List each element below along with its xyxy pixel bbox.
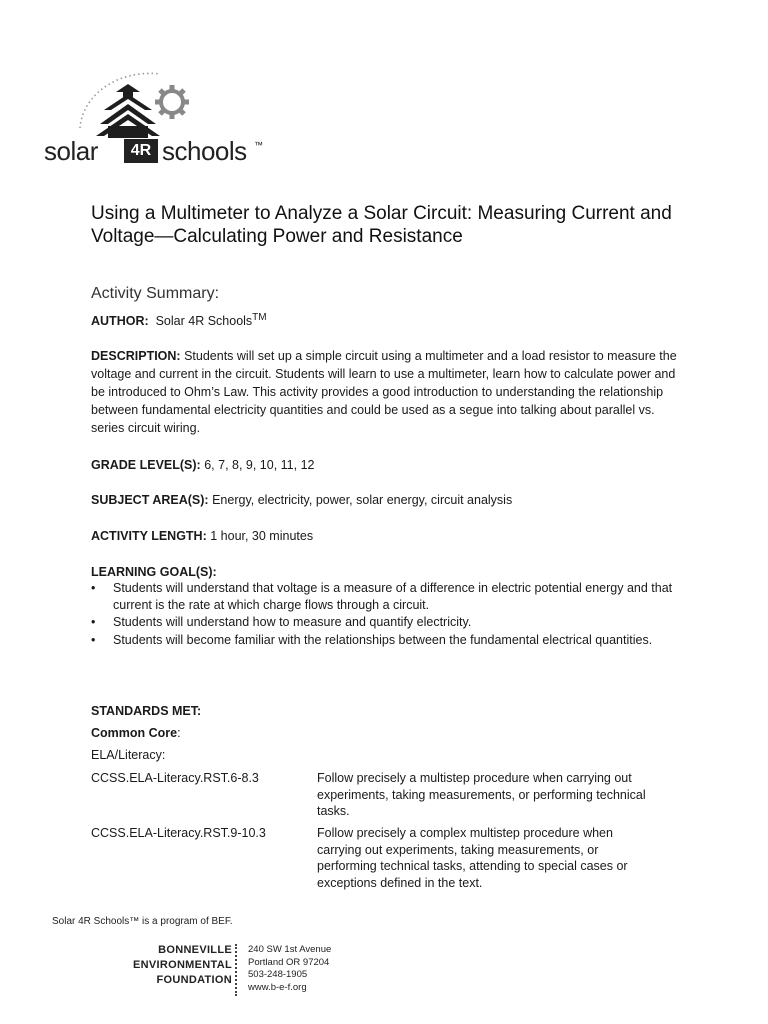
learning-goals-heading: LEARNING GOAL(S): bbox=[91, 565, 217, 579]
activity-length-value: 1 hour, 30 minutes bbox=[210, 529, 314, 543]
grade-level-value: 6, 7, 8, 9, 10, 11, 12 bbox=[204, 458, 315, 472]
subject-area-field bbox=[91, 491, 691, 509]
standard-code: CCSS.ELA-Literacy.RST.9-10.3 bbox=[91, 826, 266, 840]
footer-program-note: Solar 4R Schools™ is a program of BEF. bbox=[52, 916, 233, 927]
author-trademark: TM bbox=[252, 312, 267, 323]
list-item: • Students will understand how to measure and quantify electricity. bbox=[91, 614, 691, 631]
standard-row bbox=[91, 825, 691, 895]
footer-divider bbox=[235, 944, 239, 996]
author-field bbox=[91, 309, 691, 330]
author-value: Solar 4R Schools bbox=[155, 314, 253, 329]
ela-literacy-label: ELA/Literacy: bbox=[91, 748, 166, 762]
activity-length-field bbox=[91, 527, 691, 545]
standard-text: Follow precisely a multistep procedure when carrying out experiments, taking measurements, or performing technical tasks. bbox=[317, 771, 646, 818]
standard-row bbox=[91, 770, 691, 820]
website-link[interactable]: www.b-e-f.org bbox=[248, 981, 307, 993]
grade-level-label: GRADE LEVEL(S): bbox=[91, 458, 201, 472]
logo-word-schools: schools bbox=[162, 136, 247, 166]
subject-area-label: SUBJECT AREA(S): bbox=[91, 493, 209, 507]
logo-word-solar: solar bbox=[44, 136, 98, 166]
learning-goals-list bbox=[91, 580, 691, 649]
footer-address: 240 SW 1st Avenue Portland OR 97204 503-248-1905 www.b-e-f.org bbox=[248, 944, 332, 993]
document-title: Using a Multimeter to Analyze a Solar Circuit: Measuring Current and Voltage—Calculating Power and Resistance bbox=[91, 203, 672, 247]
list-item: • Students will understand that voltage is a measure of a difference in electric potential energy and that current is the rate at which charge flows through a circuit. bbox=[91, 580, 691, 613]
common-core-heading: Common Core: bbox=[91, 726, 181, 740]
schoolhouse-sun-icon bbox=[40, 66, 272, 186]
list-item: • Students will become familiar with the relationships between the fundamental electrical quantities. bbox=[91, 632, 691, 649]
subject-area-value: Energy, electricity, power, solar energy, circuit analysis bbox=[212, 493, 513, 507]
logo-trademark: ™ bbox=[254, 140, 263, 150]
author-label: AUTHOR: bbox=[91, 314, 149, 329]
description-label: DESCRIPTION: bbox=[91, 349, 181, 363]
logo-badge-4r: 4R bbox=[124, 139, 158, 163]
standards-heading: STANDARDS MET: bbox=[91, 704, 202, 718]
description-field bbox=[91, 347, 691, 437]
standard-text: Follow precisely a complex multistep procedure when carrying out experiments, taking measurements, or performing technical tasks, attending to special cases or exceptions defined in the text. bbox=[317, 826, 628, 890]
description-text: Students will set up a simple circuit using a multimeter and a load resistor to measure the voltage and current in the circuit. Students will learn to use a multimeter, learn how to calculate power and be introduced to Ohm’s Law. This activity provides a good introduction to understanding the relationship between fundamental electricity quantities and could be used as a segue into talking about parallel vs. series circuit wiring. bbox=[91, 349, 677, 435]
standard-code: CCSS.ELA-Literacy.RST.6-8.3 bbox=[91, 771, 259, 785]
solar-4r-schools-logo bbox=[40, 66, 272, 186]
activity-length-label: ACTIVITY LENGTH: bbox=[91, 529, 207, 543]
bef-logo-name: BONNEVILLE ENVIRONMENTAL FOUNDATION bbox=[132, 944, 232, 986]
grade-level-field bbox=[91, 456, 691, 474]
activity-summary-heading: Activity Summary: bbox=[91, 285, 220, 302]
